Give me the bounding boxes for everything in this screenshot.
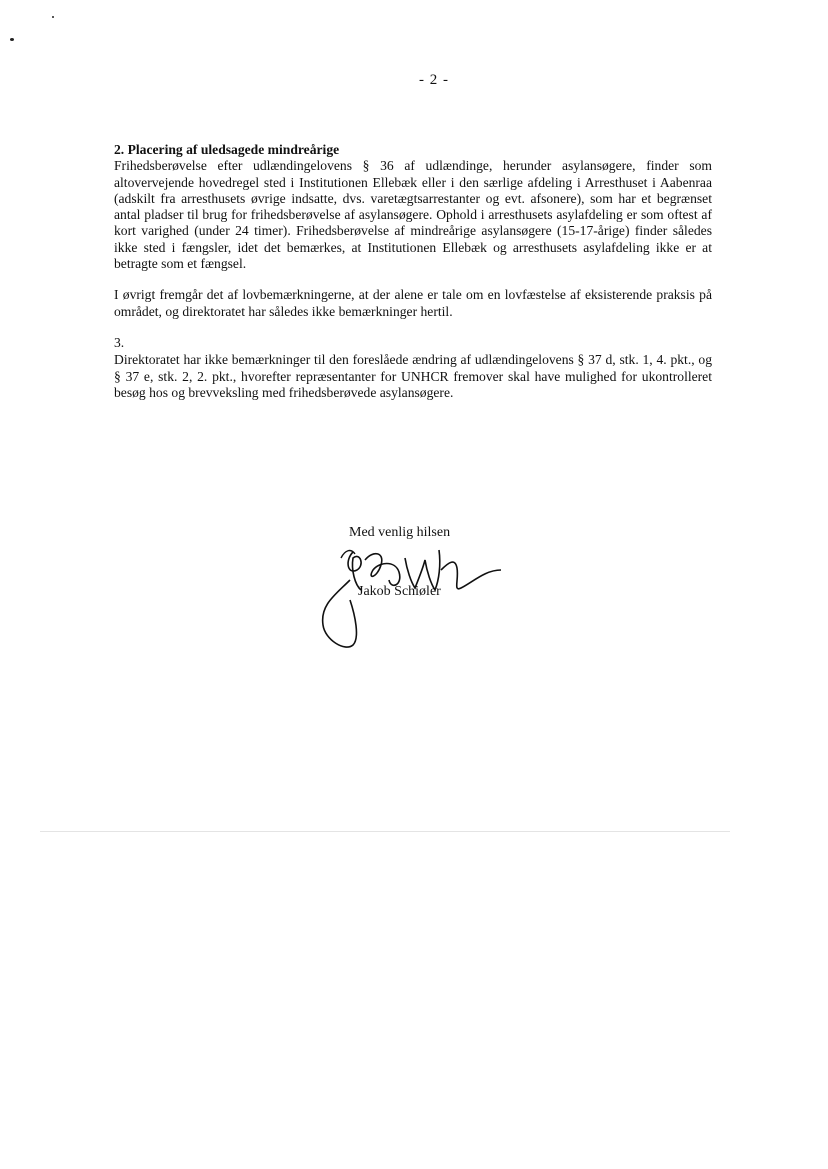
paragraph: Direktoratet har ikke bemærkninger til den foreslåede ændring af udlændingelovens § 37 d, stk. 1, 4. pkt., og § 37 e, stk. 2, 2. pkt., hvorefter repræsentanter for UNHCR fremover skal have mulighed for ukontrolleret besøg hos og brevveksling med frihedsberøvede asylansøgere.	[114, 352, 712, 400]
letter-body	[114, 142, 712, 416]
paragraph: Frihedsberøvelse efter udlændingelovens § 36 af udlændinge, herunder asylansøgere, finder som altovervejende hovedregel sted i Institutionen Ellebæk eller i den særlige afdeling i Arresthuset i Aabenraa (adskilt fra arresthusets øvrige indsatte, dvs. varetægtsarrestanter og evt. afsonere), som har et begrænset antal pladser til brug for frihedsberøvelse af asylansøgere. Ophold i arresthusets asylafdeling er som oftest af kort varighed (under 24 timer). Frihedsberøvelse af mindreårige asylansøgere (15-17-årige) finder således ikke sted i fængsler, idet det bemærkes, at Institutionen Ellebæk og arresthusets asylafdeling ikke er at betragte som et fængsel.	[114, 158, 712, 272]
scan-speck	[10, 38, 14, 41]
section-remarks	[114, 287, 712, 320]
signer-name: Jakob Schiøler	[358, 584, 441, 599]
closing-salutation: Med venlig hilsen	[349, 525, 451, 540]
scan-footer-line	[40, 831, 730, 832]
scan-speck	[52, 16, 54, 18]
section-heading: 3.	[114, 334, 125, 350]
page-number: - 2 -	[419, 72, 449, 88]
section-heading: 2. Placering af uledsagede mindreårige	[114, 142, 340, 157]
section-unhcr	[114, 335, 712, 401]
paragraph: I øvrigt fremgår det af lovbemærkningerne, at der alene er tale om en lovfæstelse af eksisterende praksis på området, og direktoratet har således ikke bemærkninger hertil.	[114, 287, 712, 319]
section-placement-minors	[114, 142, 712, 272]
